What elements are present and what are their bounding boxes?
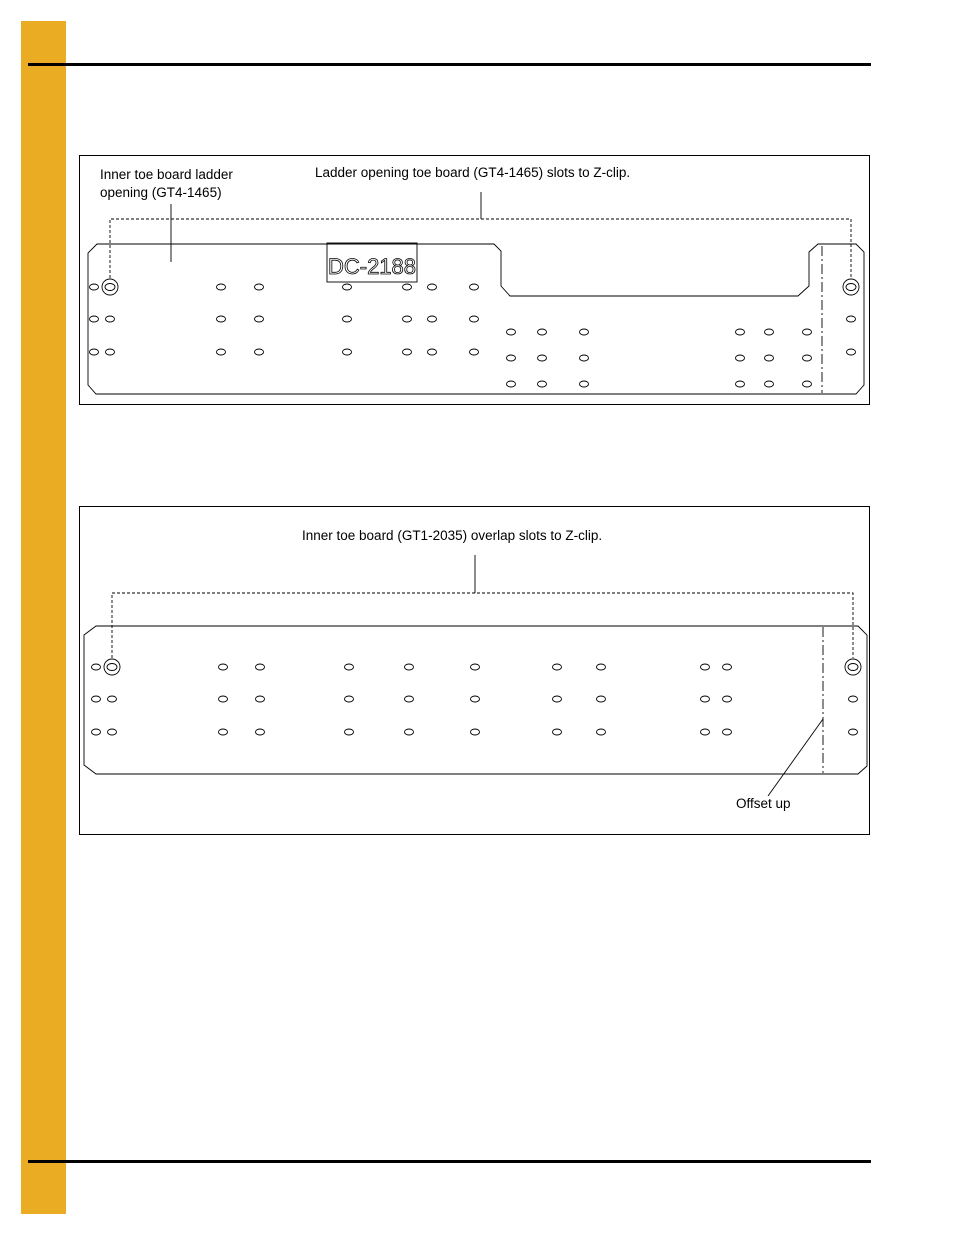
footer-rule — [28, 1160, 871, 1163]
inner-toe-board-label: Inner toe board ladder opening (GT4-1465) — [100, 167, 233, 200]
figure-inner-toe-board-overlap — [79, 506, 870, 835]
chapter-color-tab — [21, 21, 66, 1214]
part-stamp: DC-2188 — [327, 254, 417, 279]
ladder-opening-label: Ladder opening toe board (GT4-1465) slots to Z-clip. — [315, 165, 631, 180]
header-rule — [28, 63, 871, 66]
offset-up-label: Offset up — [736, 796, 791, 811]
inner-toe-board-overlap-label: Inner toe board (GT1-2035) overlap slots to Z-clip. — [302, 528, 603, 543]
figure-ladder-opening-toe-board — [79, 155, 870, 405]
inner-toe-board-drawing — [80, 507, 871, 836]
